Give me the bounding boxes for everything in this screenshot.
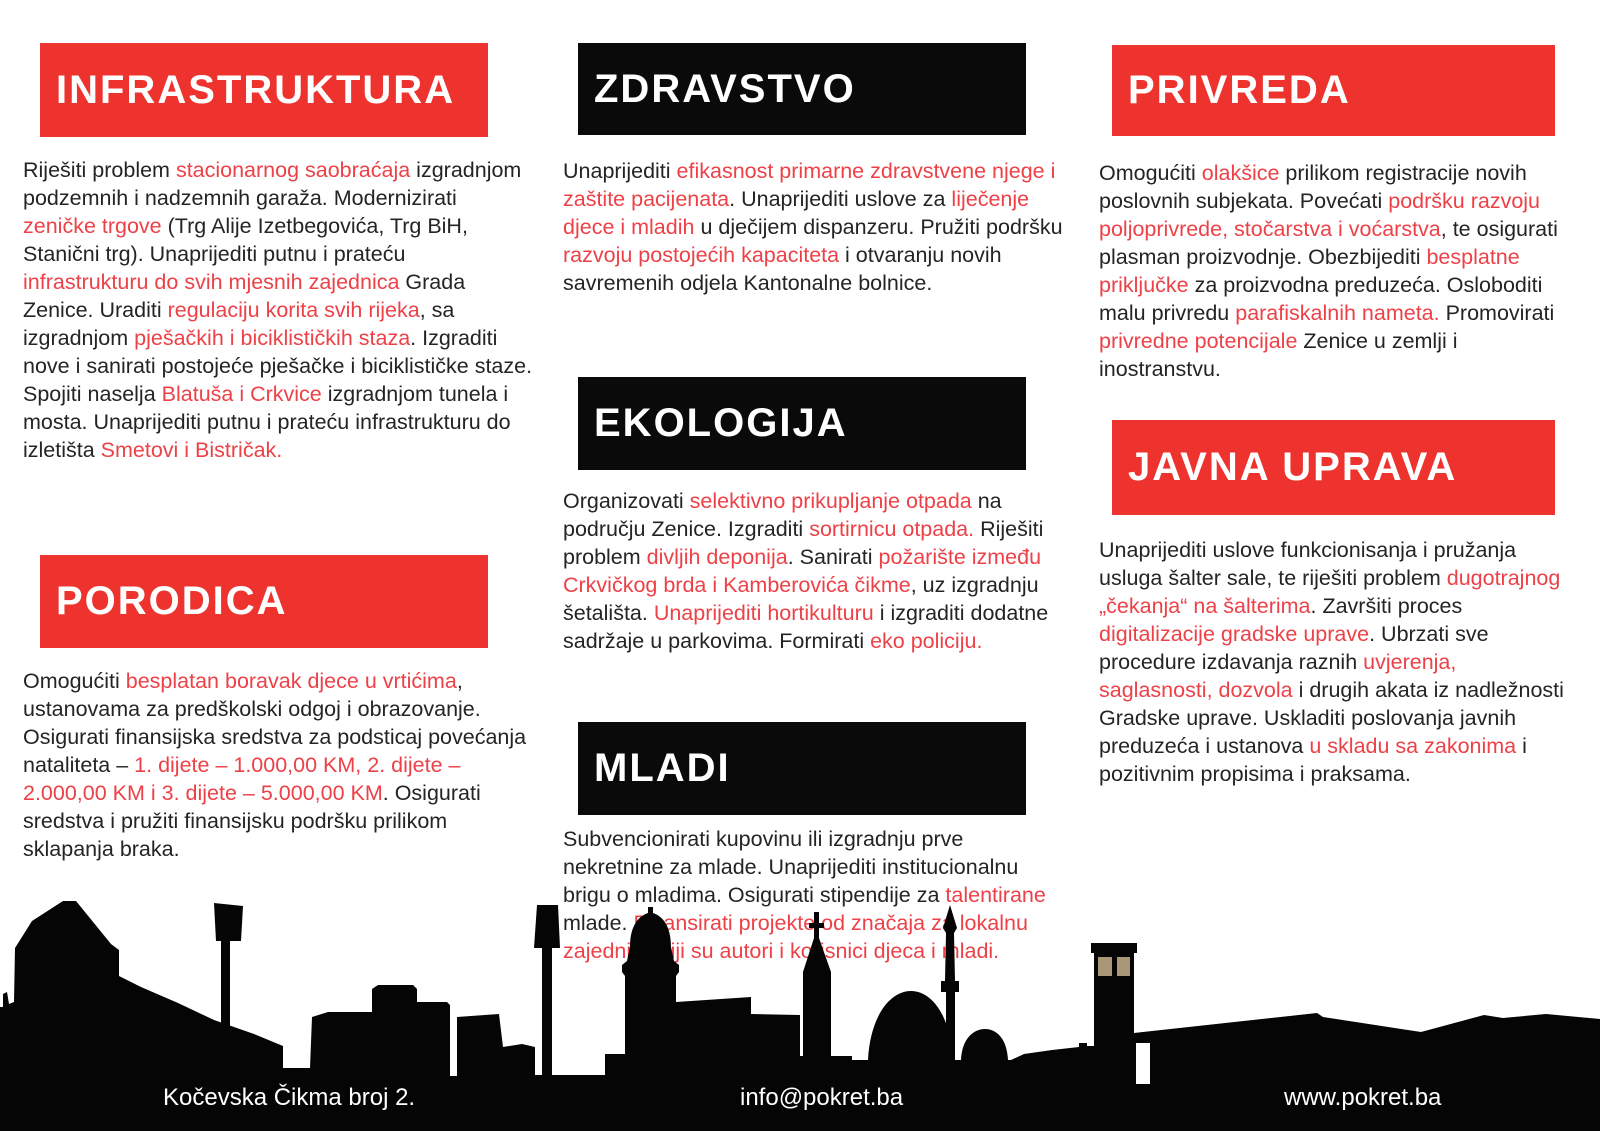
section-title-infrastruktura: INFRASTRUKTURA <box>56 67 456 112</box>
section-title-privreda: PRIVREDA <box>1128 68 1351 112</box>
section-header-javna-uprava <box>1112 420 1555 515</box>
section-header-porodica <box>40 555 488 648</box>
section-header-zdravstvo <box>578 43 1026 135</box>
section-text-infrastruktura: Riješiti problem stacionarnog saobraćaja izgradnjom podzemnih i nadzemnih garaža. Modernizirati zeničke trgove (Trg Alije Izetbegovića, Trg BiH, Stanični trg). Unaprijediti putnu i prateću infrastrukturu do svih mjesnih zajednica Grada Zenice. Uraditi regulaciju korita svih rijeka, sa izgradnjom pješačkih i biciklističkih staza. Izgraditi nove i sanirati postojeće pješačke i biciklističke staze. Spojiti naselja Blatuša i Crkvice izgradnjom tunela i mosta. Unaprijediti putnu i prateću infrastrukturu do izletišta Smetovi i Bistričak. <box>23 158 533 462</box>
section-title-javna-uprava: JAVNA UPRAVA <box>1128 445 1458 489</box>
footer-address: Kočevska Čikma broj 2. <box>163 1084 416 1111</box>
section-text-porodica: Omogućiti besplatan boravak djece u vrtićima, ustanovama za predškolski odgoj i obrazovanje. Osigurati finansijska sredstva za podsticaj povećanja nataliteta – 1. dijete – 1.000,00 KM, 2. dijete – 2.000,00 KM i 3. dijete – 5.000,00 KM. Osigurati sredstva i pružiti finansijsku podršku prilikom sklapanja braka. <box>23 669 527 861</box>
section-text-zdravstvo: Unaprijediti efikasnost primarne zdravstvene njege i zaštite pacijenata. Unaprijediti uslove za liječenje djece i mladih u dječijem dispanzeru. Pružiti podršku razvoju postojećih kapaciteta i otvaranju novih savremenih odjela Kantonalne bolnice. <box>563 159 1063 295</box>
section-text-ekologija: Organizovati selektivno prikupljanje otpada na području Zenice. Izgraditi sortirnicu otpada. Riješiti problem divljih deponija. Sanirati požarište između Crkvičkog brda i Kamberovića čikme, uz izgradnju šetališta. Unaprijediti hortikulturu i izgraditi dodatne sadržaje u parkovima. Formirati eko policiju. <box>563 489 1049 653</box>
section-header-infrastruktura <box>40 43 488 137</box>
footer-website: www.pokret.ba <box>1284 1084 1442 1111</box>
building-eave-gap <box>1136 1043 1150 1084</box>
section-header-ekologija <box>578 377 1026 470</box>
section-title-porodica: PORODICA <box>56 579 288 623</box>
section-title-zdravstvo: ZDRAVSTVO <box>594 66 856 111</box>
clock-tower-window <box>1117 957 1130 976</box>
section-title-mladi: MLADI <box>594 746 731 790</box>
section-text-mladi: Subvencionirati kupovinu ili izgradnju prve nekretnine za mlade. Unaprijediti institucionalnu brigu o mladima. Osigurati stipendije za talentirane mlade. Finansirati projekte od značaja za lokalnu zajednicu čiji su autori i korisnici djeca i mladi. <box>563 827 1046 963</box>
footer-email: info@pokret.ba <box>740 1084 904 1111</box>
section-header-privreda <box>1112 45 1555 136</box>
section-text-privreda: Omogućiti olakšice prilikom registracije novih poslovnih subjekata. Povećati podršku razvoju poljoprivrede, stočarstva i voćarstva, te osigurati plasman proizvodnje. Obezbijediti besplatne priključke za proizvodna preduzeća. Osloboditi malu privredu parafiskalnih nameta. Promovirati privredne potencijale Zenice u zemlji i inostranstvu. <box>1099 161 1558 381</box>
section-header-mladi <box>578 722 1026 815</box>
section-text-javna-uprava: Unaprijediti uslove funkcionisanja i pružanja usluga šalter sale, te riješiti problem dugotrajnog „čekanja“ na šalterima. Završiti proces digitalizacije gradske uprave. Ubrzati sve procedure izdavanja raznih uvjerenja, saglasnosti, dozvola i drugih akata iz nadležnosti Gradske uprave. Uskladiti poslovanja javnih preduzeća i ustanova u skladu sa zakonima i pozitivnim propisima i praksama. <box>1099 538 1564 786</box>
section-title-ekologija: EKOLOGIJA <box>594 401 848 445</box>
clock-tower-window <box>1098 957 1112 976</box>
